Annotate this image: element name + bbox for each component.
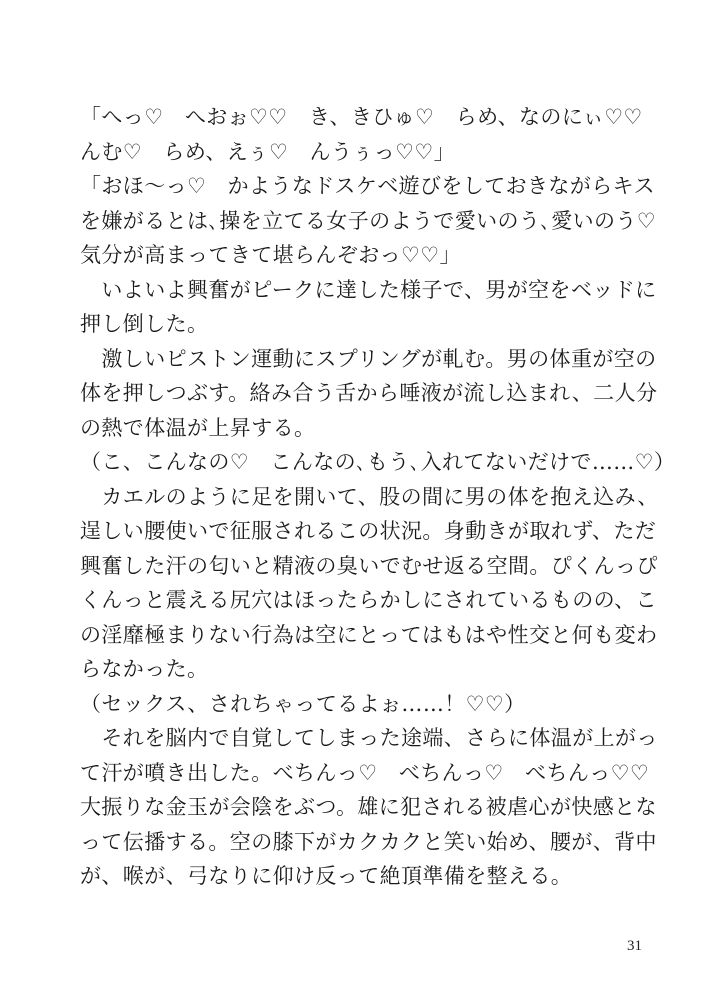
text-line: 体を押しつぶす。絡み合う舌から唾液が流し込まれ、二人分 [80, 381, 658, 405]
text-line: 気分が高まってきて堪らんぞおっ♡♡」 [80, 243, 461, 267]
text-line: の熱で体温が上昇する。 [80, 415, 316, 440]
text-line: 逞しい腰使いで征服されるこの状況。身動きが取れず、ただ [80, 519, 657, 543]
text-line: 興奮した汗の匂いと精液の臭いでむせ返る空間。ぴくんっぴ [80, 553, 658, 578]
text-line: （セックス、されちゃってるよぉ……！♡♡） [80, 691, 526, 716]
text-line: 「へっ♡ へおぉ♡♡ き、きひゅ♡ らめ、なのにぃ♡♡ [80, 105, 643, 129]
text-line: んむ♡ らめ、えぅ♡ んうぅっ♡♡」 [80, 139, 456, 164]
page-number: 31 [627, 938, 642, 954]
text-line: を嫌がるとは､操を立てる女子のようで愛いのう､愛いのう♡ [80, 208, 657, 233]
text-line: らなかった。 [80, 657, 209, 681]
text-line: の淫靡極まりない行為は空にとってはもはや性交と何も変わ [80, 622, 658, 647]
text-line: それを脳内で自覚してしまった途端、さらに体温が上がっ [80, 726, 658, 750]
text-line: いよいよ興奮がピークに達した様子で、男が空をベッドに [80, 277, 657, 302]
text-line: 押し倒した。 [80, 312, 209, 336]
text-line: が、喉が、弓なりに仰け反って絶頂準備を整える。 [80, 864, 573, 888]
text-line: （こ、こんなの♡ こんなの､もう､入れてないだけで……♡） [80, 450, 676, 474]
text-line: て汗が噴き出した。べちんっ♡ べちんっ♡ べちんっ♡♡ [80, 760, 650, 785]
text-line: 「おほ〜っ♡ かようなドスケベ遊びをしておきながらキス [80, 174, 655, 198]
text-line: カエルのように足を開いて、股の間に男の体を抱え込み、 [80, 484, 659, 509]
text-line: くんっと震える尻穴はほったらかしにされているものの、こ [80, 588, 657, 612]
text-line: って伝播する。空の膝下がカクカクと笑い始め、腰が、背中 [80, 829, 657, 854]
text-line: 大振りな金玉が会陰をぶつ。雄に犯される被虐心が快感とな [80, 795, 657, 819]
text-line: 激しいピストン運動にスプリングが軋む。男の体重が空の [80, 346, 657, 371]
body-text [80, 100, 676, 894]
